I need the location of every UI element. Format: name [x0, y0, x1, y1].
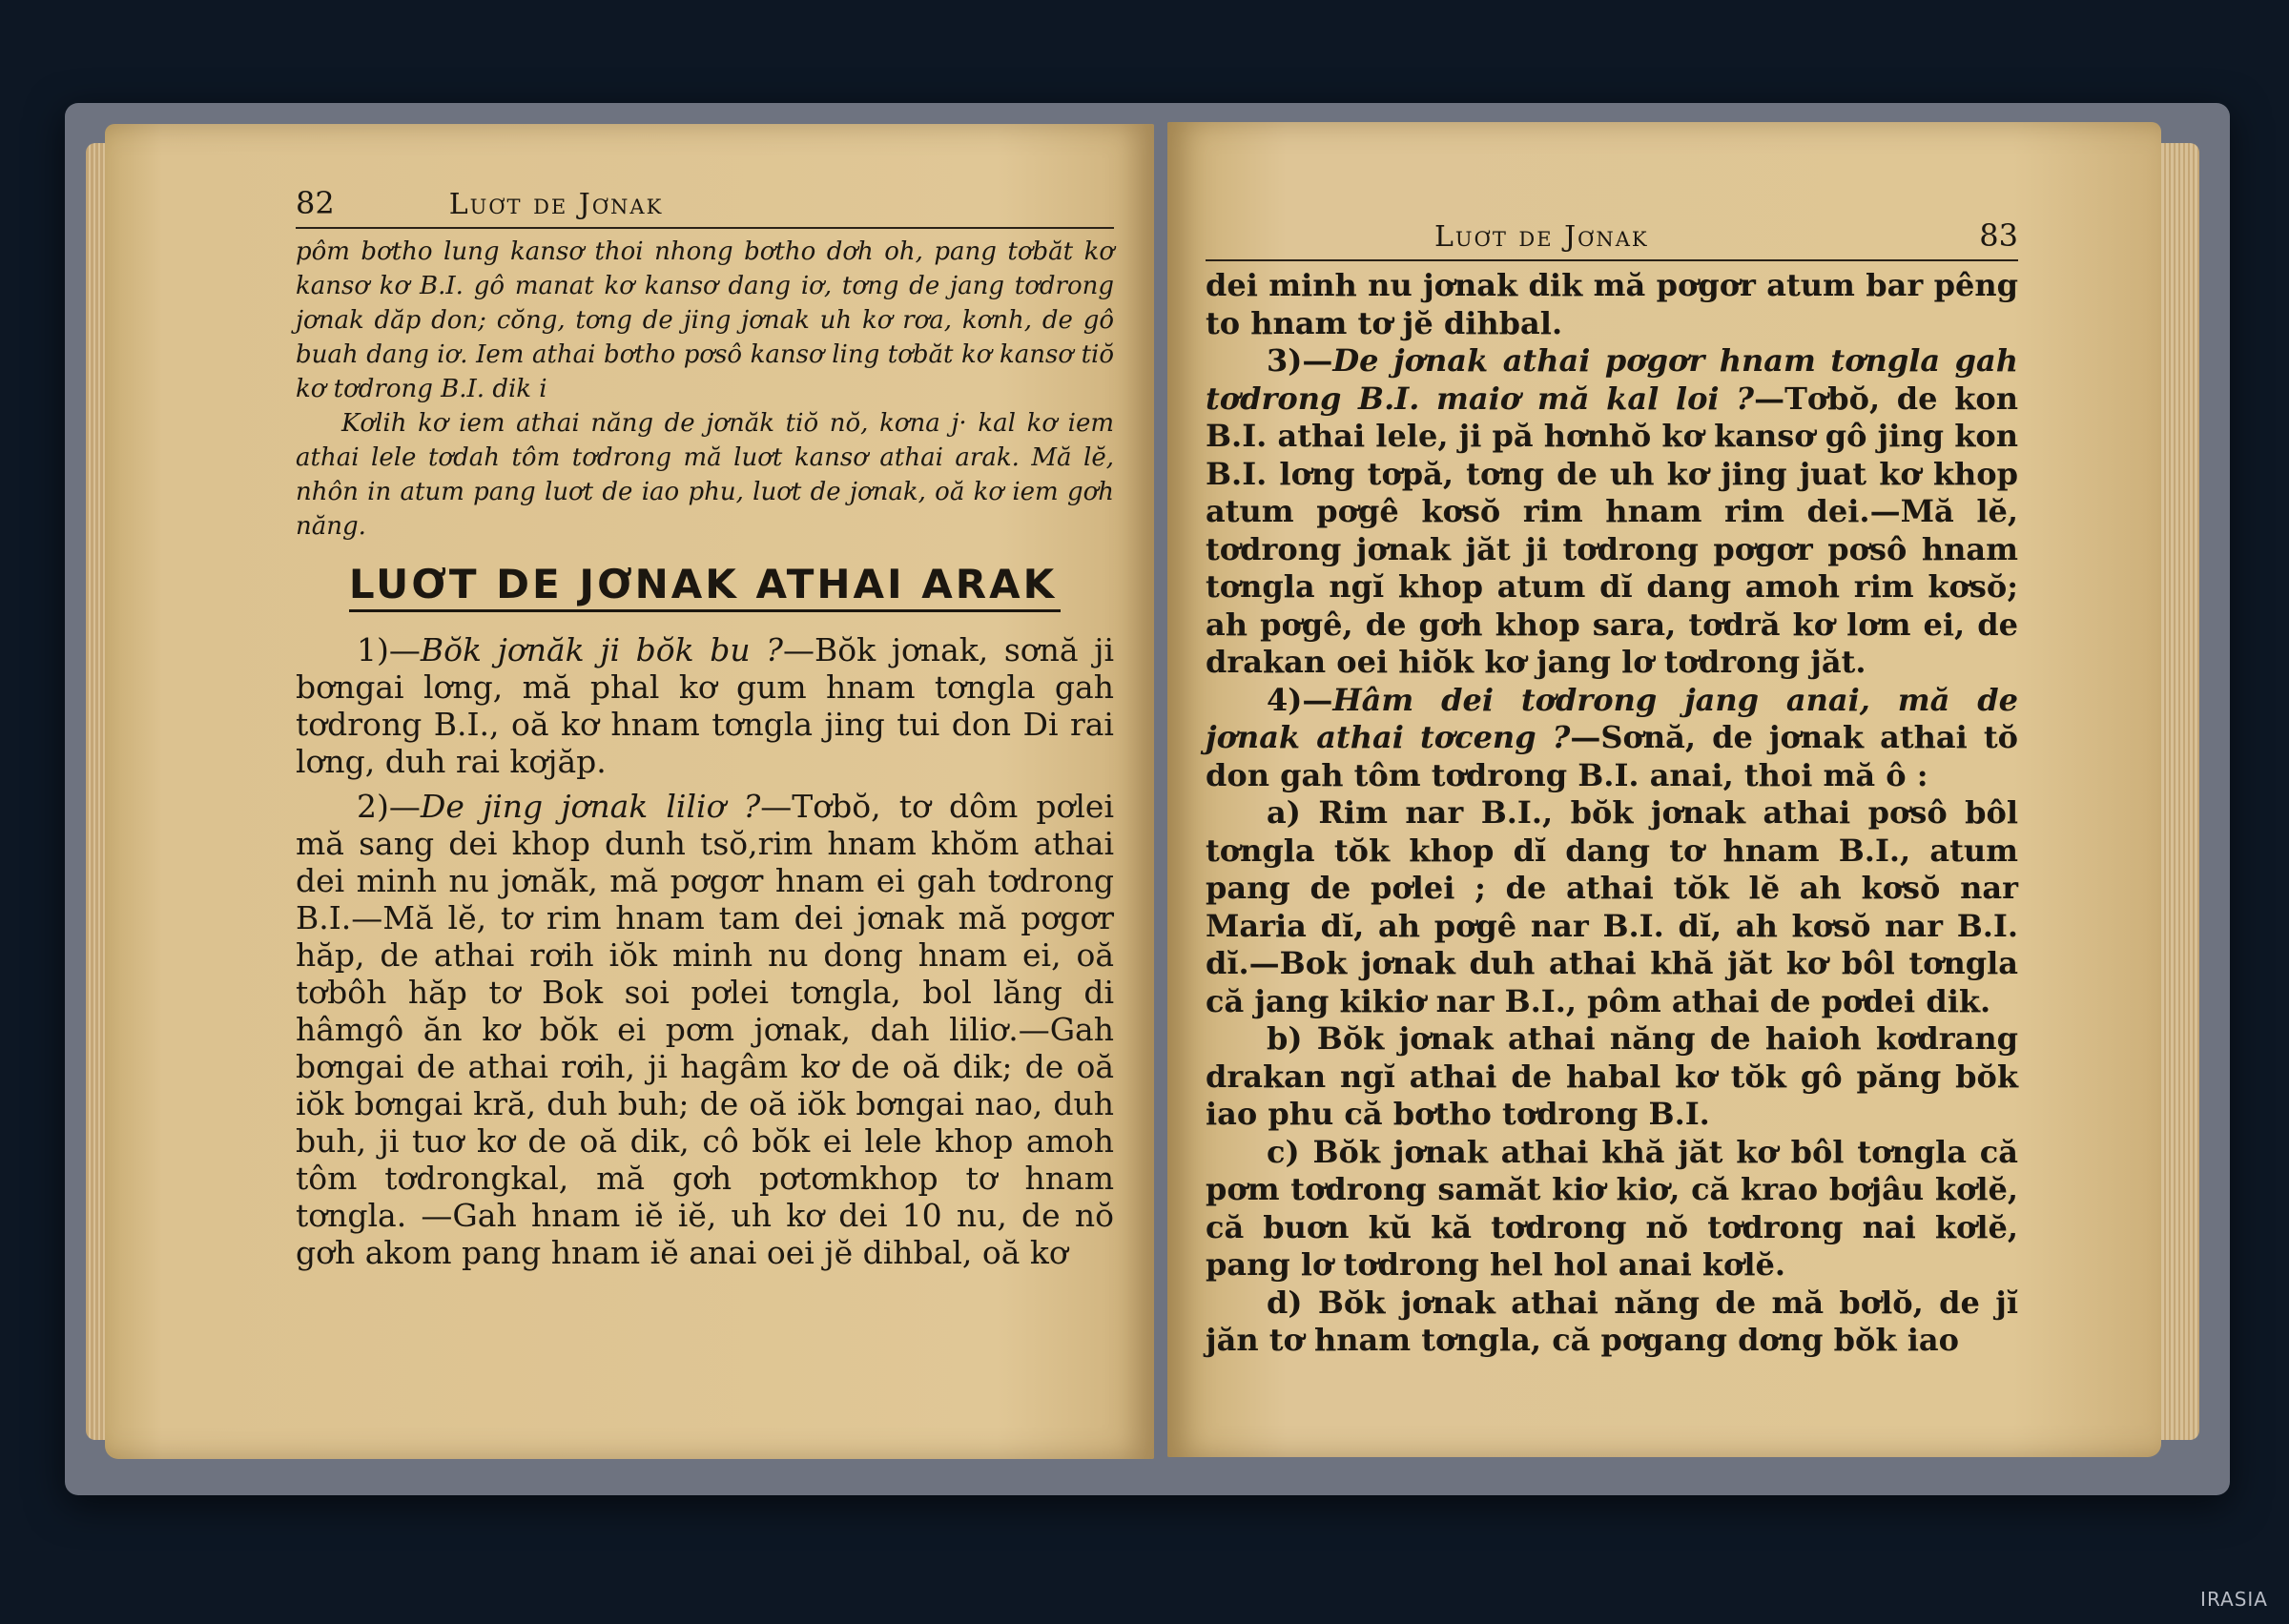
q4-answer: —Sơnă, de jơnak athai tŏ don gah tôm tơdrong B.I. anai, thoi mă ô :	[1206, 719, 2018, 793]
page-edges-right	[2161, 143, 2199, 1440]
q3-question: De jơnak athai pơgơr hnam tơngla gah tơdrong B.I. maiơ mă kal loi ?	[1206, 342, 2018, 417]
q2-label: 2)—	[357, 788, 421, 825]
right-page-number: 83	[1979, 217, 2018, 254]
question-1	[296, 631, 1114, 780]
q1-label: 1)—	[357, 631, 421, 668]
q3-label: 3)—	[1267, 342, 1333, 379]
section-heading: LUƠT DE JƠNAK ATHAI ARAK	[349, 561, 1061, 612]
q1-answer: —Bŏk jơnak, sơnă ji bơngai lơng, mă phal kơ gum hnam tơngla gah tơdrong B.I., oă kơ hnam tơngla jing tui don Di rai lơng, duh rai kơjăp.	[296, 631, 1114, 780]
q4-question: Hâm dei tơdrong jang anai, mă de jơnak athai tơceng ?	[1206, 681, 2018, 755]
right-running-title: Luơt de Jơnak	[1434, 220, 1649, 254]
question-4	[1206, 682, 2018, 795]
q4-label: 4)—	[1267, 681, 1333, 718]
left-continuation-italic: pôm bơtho lung kansơ thoi nhong bơtho dơh oh, pang tơbăt kơ kansơ kơ B.I. gô manat kơ kansơ dang iơ, tơng de jang tơdrong jơnak dăp don; cŏng, tơng de jing jơnak uh kơ rơa, kơnh, de gô buah dang iơ. Iem athai bơtho pơsô kansơ ling tơbăt kơ kansơ tiŏ kơ tơdrong B.I. dik i	[296, 237, 1114, 403]
item-b: b) Bŏk jơnak athai năng de haioh kơdrang drakan ngĭ athai de habal kơ tŏk gô păng bŏk iao phu că bơtho tơdrong B.I.	[1206, 1020, 2018, 1132]
q3-answer: —Tơbŏ, de kon B.I. athai lele, ji pă hơnhŏ kơ kansơ gô jing kon B.I. lơng tơpă, tơng de uh kơ jing juat kơ khop atum pơgê kơsŏ rim hnam rim dei.—Mă lĕ, tơdrong jơnak jăt ji tơdrong pơgơr pơsô hnam tơngla ngĭ khop atum dĭ dang amoh rim kơsŏ; ah pơgê, de gơh khop sara, tơdră kơ lơm ei, de drakan oei hiŏk kơ jang lơ tơdrong jăt.	[1206, 380, 2019, 680]
item-a: a) Rim nar B.I., bŏk jơnak athai pơsô bôl tơngla tŏk khop dĭ dang tơ hnam B.I., atum pang de pơlei ; de athai tŏk lĕ ah kơsŏ nar Maria dĭ, ah pơgê nar B.I. dĭ, ah kơsŏ nar B.I. dĭ.—Bok jơnak duh athai khă jăt kơ bôl tơngla că jang kikiơ nar B.I., pôm athai de pơdei dik.	[1206, 794, 2018, 1019]
right-page	[1167, 122, 2161, 1457]
left-running-head	[296, 185, 1114, 229]
left-page	[105, 124, 1154, 1459]
section-heading-wrap	[296, 544, 1114, 631]
watermark: IRASIA	[2200, 1588, 2268, 1611]
right-continuation: dei minh nu jơnak dik mă pơgơr atum bar pêng to hnam tơ jĕ dihbal.	[1206, 267, 2018, 341]
left-italic-paragraph: Kơlih kơ iem athai năng de jơnăk tiŏ nŏ, kơna j· kal kơ iem athai lele tơdah tôm tơdrong mă luơt kansơ athai arak. Mă lĕ, nhôn in atum pang luơt de iao phu, luơt de jơnak, oă kơ iem gơh năng.	[296, 409, 1114, 541]
left-running-title: Luơt de Jơnak	[448, 188, 664, 221]
left-page-number: 82	[296, 185, 335, 221]
q1-question: Bŏk jơnăk ji bŏk bu ?	[420, 631, 783, 668]
item-d: d) Bŏk jơnak athai năng de mă bơlŏ, de jĭ jăn tơ hnam tơngla, că pơgang dơng bŏk iao	[1206, 1284, 2018, 1358]
q2-answer: —Tơbŏ, tơ dôm pơlei mă sang dei khop dunh tsŏ,rim hnam khŏm athai dei minh nu jơnăk, mă pơgơr hnam ei gah tơdrong B.I.—Mă lĕ, tơ rim hnam tam dei jơnak mă pơgơr hăp, de athai rơih iŏk minh nu dong hnam ei, oă tơbôh hăp tơ Bok soi pơlei tơngla, bol lăng di hâmgô ăn kơ bŏk ei pơm jơnak, dah liliơ.—Gah bơngai de athai rơih, ji hagâm kơ de oă dik; de oă iŏk bơngai kră, duh buh; de oă iŏk bơngai nao, duh buh, ji tuơ kơ de oă dik, cô bŏk ei lele khop amoh tôm tơdrongkal, mă gơh pơtơmkhop tơ hnam tơngla. —Gah hnam iĕ iĕ, uh kơ dei 10 nu, de nŏ gơh akom pang hnam iĕ anai oei jĕ dihbal, oă kơ	[296, 788, 1114, 1271]
q2-question: De jing jơnak liliơ ?	[420, 788, 761, 825]
item-c: c) Bŏk jơnak athai khă jăt kơ bôl tơngla că pơm tơdrong samăt kiơ kiơ, că krao bơjâu kơlĕ, că buơn kŭ kă tơdrong nŏ tơdrong nai kơlĕ, pang lơ tơdrong hel hol anai kơlĕ.	[1206, 1133, 2018, 1283]
question-2	[296, 788, 1114, 1271]
question-3	[1206, 342, 2018, 682]
right-running-head	[1206, 217, 2018, 261]
